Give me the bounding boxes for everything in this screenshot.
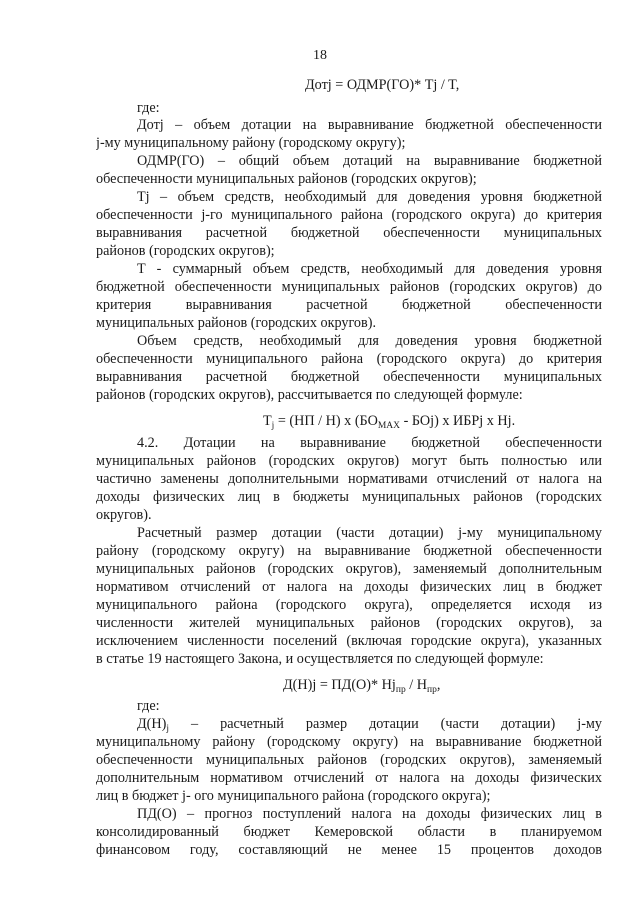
text-line: муниципального района (городского округа), определяется исходя из	[96, 597, 602, 613]
text-line: $Д(Н)_j$ – расчетный размер дотации (части дотации) j-му	[137, 716, 602, 733]
text-line: муниципальных районов (городских округов) могут быть полностью или	[96, 453, 602, 469]
page-number: 18	[313, 48, 327, 63]
text-line: в статье 19 настоящего Закона, и осуществляется по следующей формуле:	[96, 651, 544, 667]
text-line: районов (городских округов), рассчитывается по следующей формуле:	[96, 387, 523, 403]
text-line: j-му муниципальному району (городскому округу);	[96, 135, 406, 151]
text-line: Расчетный размер дотации (части дотации) j-му муниципальному	[137, 525, 602, 541]
text-line: исключением численности поселений (включая городские округа), указанных	[96, 633, 602, 649]
text-line: обеспеченности муниципального района (городского округа) до критерия	[96, 351, 602, 367]
text-line: финансовом году, составляющий не менее 15 процентов доходов	[96, 842, 602, 858]
where-label-2: где:	[137, 698, 160, 714]
text-line: ПД(О) – прогноз поступлений налога на доходы физических лиц в	[137, 806, 602, 822]
text-line: обеспеченности муниципальных районов (городских округов), заменяемый	[96, 752, 602, 768]
text-line: бюджетной обеспеченности муниципальных районов (городских округов) до	[96, 279, 602, 295]
text-line: частично заменены дополнительными нормативами отчислений от налога на	[96, 471, 602, 487]
text-line: критерия выравнивания расчетной бюджетной обеспеченности	[96, 297, 602, 313]
text-line: муниципальному району (городскому округу) на выравнивание бюджетной	[96, 734, 602, 750]
text-line: Tj – объем средств, необходимый для доведения уровня бюджетной	[137, 189, 602, 205]
text-line: обеспеченности j-го муниципального района (городского округа) до критерия	[96, 207, 602, 223]
text-line: Дотj – объем дотации на выравнивание бюджетной обеспеченности	[137, 117, 602, 133]
text-line: лиц в бюджет j- ого муниципального района (городского округа);	[96, 788, 491, 804]
text-line: обеспеченности муниципальных районов (городских округов);	[96, 171, 477, 187]
text-line: дополнительным нормативом отчислений от налога на доходы физических	[96, 770, 602, 786]
text-line: ОДМР(ГО) – общий объем дотаций на выравнивание бюджетной	[137, 153, 602, 169]
text-line: доходы физических лиц в бюджеты муниципальных районов (городских	[96, 489, 602, 505]
formula-dn: Д(Н)j = ПД(О)* $Hj_{пр} / H_{пр}$,	[283, 677, 441, 694]
text-line: Объем средств, необходимый для доведения уровня бюджетной	[137, 333, 602, 349]
text-line: выравнивания расчетной бюджетной обеспеченности муниципальных	[96, 225, 602, 241]
text-line: району (городскому округу) на выравнивание бюджетной обеспеченности	[96, 543, 602, 559]
formula-dotation: Дотj = ОДМР(ГО)* Tj / T,	[305, 77, 460, 93]
formula-tj: $T_j = (НП / Н)$ х $(БО_{МАХ} - БОj)$ х ИБРj х Hj.	[263, 413, 516, 430]
text-line: муниципальных районов (городских округов), заменяемый дополнительным	[96, 561, 602, 577]
text-line: T - суммарный объем средств, необходимый для доведения уровня	[137, 261, 602, 277]
text-line: численности жителей муниципальных районов (городских округов), за	[96, 615, 602, 631]
text-line: консолидированный бюджет Кемеровской области в планируемом	[96, 824, 602, 840]
section-4-2: 4.2. Дотации на выравнивание бюджетной обеспеченности	[137, 435, 602, 451]
text-line: муниципальных районов (городских округов).	[96, 315, 377, 331]
where-label-1: где:	[137, 100, 160, 116]
text-line: нормативом отчислений от налога на доходы физических лиц в бюджет	[96, 579, 602, 595]
text-line: районов (городских округов);	[96, 243, 275, 259]
text-line: округов).	[96, 507, 152, 523]
text-line: выравнивания расчетной бюджетной обеспеченности муниципальных	[96, 369, 602, 385]
